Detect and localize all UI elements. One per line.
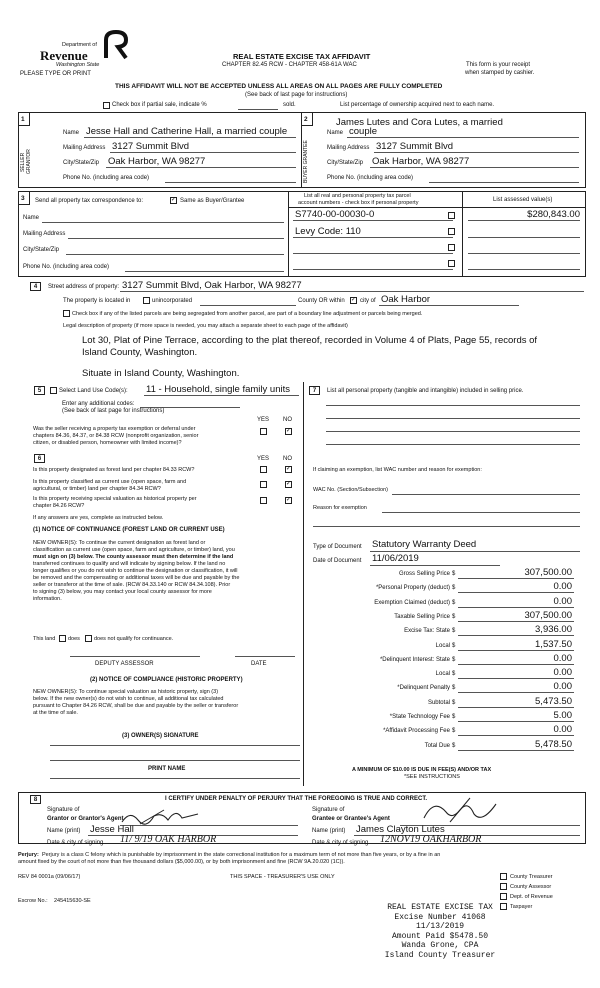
buyer-address: 3127 Summit Blvd — [376, 141, 454, 152]
buyer-address-label: Mailing Address — [327, 145, 370, 151]
escrow-label: Escrow No.: — [18, 898, 48, 904]
tax-row-label: *Delinquent Penalty — [397, 685, 450, 692]
print-name-label: PRINT NAME — [148, 766, 186, 772]
grantor-name-label: Name (print) — [47, 828, 81, 834]
seller-city-label: City/State/Zip — [63, 160, 100, 166]
notice-1-line: classification as current use (open space, farm and agriculture, or timber) land, you — [33, 547, 235, 553]
does-checkbox[interactable] — [59, 635, 66, 642]
grantor-date-city: 11/ 9/19 OAK HARBOR — [120, 834, 217, 845]
revenue-logo-text: Revenue — [40, 48, 88, 63]
tax-row-label: Gross Selling Price — [398, 571, 450, 577]
buyer-side-label: BUYER GRANTEE — [303, 140, 309, 184]
seller-address: 3127 Summit Blvd — [112, 141, 190, 152]
copy-county-assessor[interactable] — [500, 883, 507, 890]
send-correspondence-label: Send all property tax correspondence to: — [35, 198, 144, 204]
s3-name-label: Name — [23, 215, 40, 221]
buyer-name-line2: couple — [349, 126, 377, 137]
notice-1-heading: (1) NOTICE OF CONTINUANCE (FOREST LAND OR CURRENT USE) — [33, 527, 225, 533]
grantor-date-label: Date & city of signing — [47, 840, 104, 846]
tax-row-value: 3,936.00 — [535, 624, 572, 636]
section-7-number: 7 — [309, 386, 320, 395]
tax-row-value: 307,500.00 — [524, 567, 572, 578]
seller-phone-label: Phone No. (including area code) — [63, 175, 150, 181]
unincorporated-checkbox[interactable] — [143, 297, 150, 304]
tax-row-label: Local — [435, 642, 450, 649]
personal-property-checkbox-2[interactable] — [448, 228, 455, 235]
copy-label: Taxpayer — [510, 904, 533, 910]
treasurer-stamp — [375, 903, 505, 960]
segregated-checkbox[interactable] — [63, 310, 70, 317]
personal-property-checkbox-1[interactable] — [448, 212, 455, 219]
tax-row-label: *Affidavit Processing Fee — [383, 728, 450, 735]
currency-symbol: $ — [452, 599, 456, 606]
does-label: does — [68, 636, 80, 642]
section-3-number: 3 — [21, 195, 25, 202]
doc-date-label: Date of Document — [313, 558, 362, 564]
s6-no: NO — [283, 456, 292, 462]
tax-row-value: 0.00 — [553, 667, 572, 679]
segregated-label: Check box if any of the listed parcels are being segregated from another parcel, are part of a boundary line adjustment or parcels being merged. — [72, 311, 423, 317]
s5-yes: YES — [257, 417, 270, 423]
copy-dept-revenue[interactable] — [500, 893, 507, 900]
currency-symbol: $ — [452, 685, 456, 692]
sold-label: sold. — [283, 102, 296, 108]
does-not-label: does not qualify for continuance. — [94, 636, 174, 642]
tax-row-value: 5,478.50 — [535, 738, 572, 750]
notice-2-heading: (2) NOTICE OF COMPLIANCE (HISTORIC PROPERTY) — [90, 677, 243, 683]
legal-line-1: Lot 30, Plat of Pine Terrace, according to the plat thereof, recorded in Volume 4 of Plats, Page 55, records of — [82, 335, 538, 346]
s3-address-label: Mailing Address — [23, 231, 66, 237]
s6-q3-no[interactable]: ✓ — [286, 497, 292, 503]
notice-2-line: NEW OWNER(S): To continue special valuation as historic property, sign (3) — [33, 689, 219, 695]
tax-row-value: 1,537.50 — [535, 638, 572, 650]
see-instructions: *SEE INSTRUCTIONS — [404, 774, 460, 780]
cashier-note: when stamped by cashier. — [465, 70, 535, 76]
currency-symbol: $ — [452, 642, 456, 649]
unincorporated-label: unincorporated — [152, 298, 193, 304]
street-address-label: Street address of property: — [48, 284, 120, 290]
s6-q2-yes[interactable] — [260, 481, 267, 488]
tax-row-label: Excise Tax: State — [404, 628, 450, 635]
warning-text: THIS AFFIDAVIT WILL NOT BE ACCEPTED UNLESS ALL AREAS ON ALL PAGES ARE FULLY COMPLETED — [115, 83, 443, 90]
seller-side-label: SELLER GRANTOR — [20, 149, 32, 175]
legal-line-3: Situate in Island County, Washington. — [82, 368, 240, 379]
s6-q3-line1: Is this property receiving special valuation as historical property per — [33, 496, 197, 502]
copy-label: County Assessor — [510, 884, 552, 890]
wac-label: WAC No. (Section/Subsection) — [313, 487, 388, 493]
additional-codes-label: Enter any additional codes: — [62, 401, 135, 407]
s6-q1: Is this property designated as forest land per chapter 84.33 RCW? — [33, 467, 195, 473]
see-back-5: (See back of last page for instructions) — [62, 408, 165, 414]
s6-q3-line2: chapter 84.26 RCW? — [33, 503, 85, 509]
street-address: 3127 Summit Blvd, Oak Harbor, WA 98277 — [122, 280, 302, 291]
s6-yes: YES — [257, 456, 270, 462]
city-of-checkbox[interactable]: ✓ — [351, 297, 357, 303]
notice-1-line: longer qualifies or you do not wish to continue the designation or classification, it will — [33, 568, 238, 574]
date-label: DATE — [251, 661, 267, 667]
buyer-name-label: Name — [327, 130, 344, 136]
copy-county-treasurer[interactable] — [500, 873, 507, 880]
does-not-checkbox[interactable] — [85, 635, 92, 642]
property-city: Oak Harbor — [381, 294, 431, 305]
parcel-number: S7740-00-00030-0 — [295, 209, 375, 220]
tax-row-label: *Delinquent Interest: State — [379, 656, 450, 663]
dept-of-text: Department of — [62, 42, 97, 48]
personal-property-label: List all personal property (tangible and intangible) included in selling price. — [327, 388, 524, 394]
s6-q1-yes[interactable] — [260, 466, 267, 473]
tax-row-label: Exemption Claimed (deduct) — [374, 599, 450, 606]
section-1-number: 1 — [21, 116, 25, 123]
partial-sale-label: Check box if partial sale, indicate % — [112, 102, 207, 108]
ownership-note: List percentage of ownership acquired next to each name. — [340, 102, 495, 108]
notice-1-line: information. — [33, 596, 62, 602]
currency-symbol: $ — [452, 656, 456, 663]
currency-symbol: $ — [452, 714, 456, 720]
s3-phone-label: Phone No. (including area code) — [23, 264, 110, 270]
currency-symbol: $ — [452, 671, 456, 678]
buyer-city: Oak Harbor, WA 98277 — [372, 156, 470, 167]
doc-type-label: Type of Document — [313, 544, 362, 550]
notice-2-line: at the time of sale. — [33, 710, 78, 716]
tax-row-value: 5.00 — [553, 710, 572, 721]
notice-1-line: to signing (3) below, you may contact your local county assessor for more — [33, 589, 212, 595]
form-title: REAL ESTATE EXCISE TAX AFFIDAVIT — [233, 52, 371, 61]
stamp-line: Amount Paid $5478.50 — [391, 931, 488, 941]
section-6-number: 6 — [34, 454, 45, 463]
s6-q2-no[interactable]: ✓ — [286, 481, 292, 487]
copy-label: Dept. of Revenue — [510, 894, 553, 900]
notice-1-line: seller or transferor at the time of sale. (RCW 84.33.140 or RCW 84.34.108). Prior — [33, 582, 231, 588]
same-as-buyer-label: Same as Buyer/Grantee — [180, 198, 245, 204]
buyer-phone-label: Phone No. (including area code) — [327, 175, 414, 181]
s5-q1-yes[interactable] — [260, 428, 267, 435]
notice-1-line: be removed and the compensating or additional taxes will be due and payable by the — [33, 575, 240, 581]
currency-symbol: $ — [452, 699, 456, 706]
s6-if-yes: If any answers are yes, complete as instructed below. — [33, 515, 164, 521]
buyer-name-line1: James Lutes and Cora Lutes, a married — [336, 117, 503, 128]
perjury-label: Perjury: — [18, 852, 39, 858]
notice-1-line: must sign on (3) below. The county assessor must then determine if the land — [33, 554, 234, 560]
doc-date: 11/06/2019 — [372, 553, 419, 564]
owner-signature-label: (3) OWNER(S) SIGNATURE — [122, 733, 199, 739]
s3-city-label: City/State/Zip — [23, 247, 60, 253]
grantee-date-label: Date & city of signing — [312, 840, 369, 846]
levy-code: Levy Code: 110 — [295, 226, 361, 237]
grantor-sig-label: Signature of — [47, 807, 80, 813]
tax-row-label: Taxable Selling Price — [394, 613, 450, 620]
dor-logo-icon — [102, 30, 130, 60]
grantor-agent-label: Grantor or Grantor's Agent — [47, 816, 124, 822]
s6-q3-yes[interactable] — [260, 497, 267, 504]
buyer-city-label: City/State/Zip — [327, 160, 364, 166]
tax-row-label: *State Technology Fee — [389, 714, 450, 720]
this-land-label: This land — [33, 636, 56, 642]
tax-row-value: 0.00 — [553, 581, 572, 593]
tax-row-value: 0.00 — [553, 724, 572, 736]
s5-q1-line3: citizen, or disabled person, homeowner with limited income)? — [33, 440, 182, 446]
tax-row-value: 0.00 — [553, 595, 572, 607]
parcel-header-1: List all real and personal property tax parcel — [304, 193, 411, 199]
doc-type: Statutory Warranty Deed — [372, 539, 477, 550]
stamp-line: Wanda Grone, CPA — [401, 941, 479, 950]
seller-city: Oak Harbor, WA 98277 — [108, 156, 206, 167]
land-use-checkbox[interactable] — [50, 387, 57, 394]
section-2-number: 2 — [304, 116, 308, 123]
tax-row-label: Total Due — [424, 742, 450, 749]
form-chapter: CHAPTER 82.45 RCW - CHAPTER 458-61A WAC — [222, 62, 357, 68]
s5-q1-line1: Was the seller receiving a property tax exemption or deferral under — [33, 426, 196, 432]
type-or-print: PLEASE TYPE OR PRINT — [20, 71, 91, 77]
s6-q2-line1: Is this property classified as current use (open space, farm and — [33, 479, 187, 485]
perjury-text-2: amount fixed by the court of not more than five thousand dollars ($5,000.00), or by both imprisonment and fine (RCW 9A.20.020 (1C)). — [18, 859, 345, 865]
s6-q2-line2: agricultural, or timber) land per chapter 84.34 RCW? — [33, 486, 161, 492]
tax-row-value: 0.00 — [553, 652, 572, 664]
perjury-text: Perjury is a class C felony which is punishable by imprisonment in the state correctional institution for a maximum term of not more than five years, or by a fine in an — [42, 852, 441, 858]
section-4-number: 4 — [30, 282, 41, 291]
grantor-name: Jesse Hall — [90, 824, 134, 835]
land-use-label: Select Land Use Code(s): — [59, 388, 128, 394]
stamp-line: 11/13/2019 — [415, 922, 464, 931]
escrow-number: 245415630-SE — [54, 898, 91, 904]
notice-2-line: pursuant to Chapter 84.26 RCW, shall be due and payable by the seller or transferor — [33, 703, 239, 709]
s6-q1-no[interactable]: ✓ — [286, 466, 292, 472]
section-8-number: 8 — [30, 795, 41, 804]
currency-symbol: $ — [452, 585, 456, 592]
certify-text: I CERTIFY UNDER PENALTY OF PERJURY THAT THE FOREGOING IS TRUE AND CORRECT. — [165, 796, 428, 802]
tax-row-label: Subtotal — [427, 699, 450, 706]
seller-name: Jesse Hall and Catherine Hall, a married couple — [86, 126, 288, 137]
receipt-note: This form is your receipt — [466, 62, 531, 68]
s5-no: NO — [283, 417, 292, 423]
tax-row-label: Local — [435, 671, 450, 678]
tax-row-label: *Personal Property (deduct) — [375, 585, 450, 592]
s5-q1-line2: chapters 84.36, 84.37, or 84.38 RCW (nonprofit organization, senior — [33, 433, 199, 439]
land-use-code: 11 - Household, single family units — [146, 384, 290, 395]
seller-address-label: Mailing Address — [63, 145, 106, 151]
s5-q1-no[interactable]: ✓ — [286, 428, 292, 434]
tax-row-value: 307,500.00 — [524, 609, 572, 621]
personal-property-checkbox-3[interactable] — [448, 244, 455, 251]
grantee-sig-label: Signature of — [312, 807, 345, 813]
currency-symbol: $ — [452, 728, 456, 735]
currency-symbol: $ — [452, 628, 456, 635]
minimum-note: A MINIMUM OF $10.00 IS DUE IN FEE(S) AND/OR TAX — [352, 767, 492, 773]
county-or-within-label: County OR within — [298, 298, 345, 304]
reason-label: Reason for exemption — [313, 505, 367, 511]
legal-line-2: Island County, Washington. — [82, 347, 198, 358]
notice-1-line: transferred continues to qualify and will indicate by signing below. If the land no — [33, 561, 226, 567]
exemption-label: If claiming an exemption, list WAC number and reason for exemption: — [313, 467, 482, 473]
assessed-value: $280,843.00 — [527, 209, 580, 220]
stamp-line: Island County Treasurer — [384, 950, 496, 960]
personal-property-checkbox-4[interactable] — [448, 260, 455, 267]
deputy-assessor-label: DEPUTY ASSESSOR — [95, 661, 154, 667]
stamp-line: Excise Number 41068 — [394, 912, 486, 922]
see-back-text: (See back of last page for instructions) — [245, 92, 348, 98]
city-of-label: city of — [360, 298, 376, 304]
grantee-name: James Clayton Lutes — [356, 824, 445, 835]
notice-1-line: NEW OWNER(S): To continue the current designation as forest land or — [33, 540, 206, 546]
currency-symbol: $ — [452, 742, 456, 749]
currency-symbol: $ — [452, 613, 456, 620]
notice-2-line: below. If the new owner(s) do not wish to continue, all additional tax calculated — [33, 696, 224, 702]
section-5-number: 5 — [34, 386, 45, 395]
partial-sale-checkbox[interactable] — [103, 102, 110, 109]
assessed-header: List assessed value(s) — [493, 197, 553, 203]
currency-symbol: $ — [452, 571, 456, 577]
washington-state-text: Washington State — [56, 62, 100, 68]
same-as-buyer-checkbox[interactable]: ✓ — [171, 197, 177, 203]
legal-description-label: Legal description of property (if more space is needed, you may attach a separate sheet to each page of the affidavit) — [63, 323, 348, 329]
parcel-header-2: account numbers - check box if personal property — [298, 200, 419, 206]
tax-row-value: 5,473.50 — [535, 695, 572, 707]
grantee-signature — [420, 796, 500, 826]
grantee-date-city: 12NOV19 OAKHARBOR — [380, 834, 482, 845]
treasurer-use-only: THIS SPACE - TREASURER'S USE ONLY — [230, 874, 335, 880]
copy-label: County Treasurer — [510, 874, 553, 880]
located-label: The property is located in — [63, 298, 131, 304]
tax-row-value: 0.00 — [553, 681, 572, 693]
stamp-line: REAL ESTATE EXCISE TAX — [387, 903, 493, 912]
rev-number: REV 84 0001a (09/06/17) — [18, 874, 81, 880]
grantee-name-label: Name (print) — [312, 828, 346, 834]
grantee-agent-label: Grantee or Grantee's Agent — [312, 816, 390, 822]
seller-name-label: Name — [63, 130, 80, 136]
